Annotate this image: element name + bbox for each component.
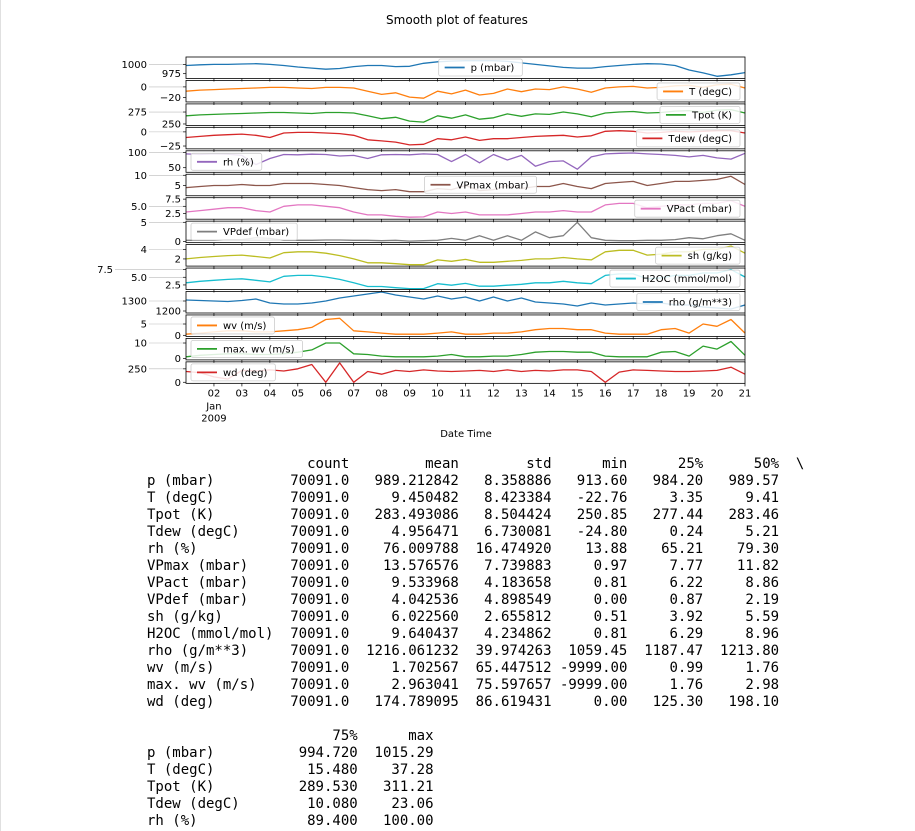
x-tick-label: 17 <box>626 388 640 400</box>
legend-label: max. wv (m/s) <box>223 344 295 356</box>
x-tick-label: 18 <box>654 388 668 400</box>
y-tick-label: 5.0 <box>131 272 147 284</box>
row-label: wd (deg) <box>147 694 215 710</box>
x-axis-label: Date Time <box>440 429 492 440</box>
table-cell: -24.80 <box>576 524 628 540</box>
legend <box>191 340 303 357</box>
table-row <box>147 626 804 643</box>
table-row <box>147 592 804 609</box>
x-tick-label: 15 <box>570 388 584 400</box>
table-cell: 70091.0 <box>290 660 350 676</box>
table-cell: 174.789095 <box>374 694 459 710</box>
table-cell: 1059.45 <box>568 643 628 659</box>
row-label: VPdef (mbar) <box>147 592 249 608</box>
row-label: Tdew (degC) <box>147 796 240 812</box>
table-cell: 75.597657 <box>475 677 552 693</box>
table-cell: 70091.0 <box>290 524 350 540</box>
table-cell: 989.57 <box>728 473 780 489</box>
x-tick-label: 12 <box>487 388 500 400</box>
legend <box>636 130 740 147</box>
row-label: p (mbar) <box>147 473 215 489</box>
x-tick-label: 03 <box>235 388 249 400</box>
table-cell: 289.530 <box>298 779 358 795</box>
y-tick-label: 2 <box>174 254 181 266</box>
table-row <box>147 796 434 813</box>
y-tick-label: 975 <box>161 69 181 81</box>
table-cell: 9.640437 <box>391 626 459 642</box>
subplot-3 <box>183 127 745 152</box>
y-tick-label: 1300 <box>121 296 147 308</box>
subplot-4 <box>183 151 745 176</box>
y-tick-label: 2.5 <box>165 280 181 292</box>
legend-label: wd (deg) <box>223 367 268 379</box>
table-cell: 86.619431 <box>475 694 552 710</box>
legend-label: H2OC (mmol/mol) <box>641 274 732 286</box>
x-tick-label: 20 <box>710 388 724 400</box>
table-cell: 1.76 <box>669 677 704 693</box>
table-cell: 2.19 <box>745 592 780 608</box>
table-row <box>147 745 434 762</box>
table-cell: 5.59 <box>745 609 780 625</box>
column-header: 50% <box>753 456 780 472</box>
y-tick-label: 1200 <box>155 306 181 318</box>
column-header: std <box>526 456 552 472</box>
legend <box>191 223 297 240</box>
table-cell: 2.655812 <box>484 609 552 625</box>
y-tick-label: 4 <box>140 244 147 256</box>
table-cell: 0.81 <box>593 626 628 642</box>
y-tick-label: 50 <box>168 163 181 175</box>
row-label: rho (g/m**3) <box>147 643 249 659</box>
table-cell: 125.30 <box>652 694 704 710</box>
table-header <box>147 456 804 473</box>
y-tick-label: 2.5 <box>165 208 181 220</box>
legend-label: sh (g/kg) <box>687 251 732 263</box>
table-cell: 9.533968 <box>391 575 459 591</box>
table-cell: 70091.0 <box>290 473 350 489</box>
table-cell: 0.99 <box>669 660 704 676</box>
table-row <box>147 473 804 490</box>
table-cell: 13.576576 <box>382 558 459 574</box>
table-cell: 1.702567 <box>391 660 459 676</box>
row-label: wv (m/s) <box>147 660 215 676</box>
figure-title: Smooth plot of features <box>386 13 528 27</box>
table-cell: 76.009788 <box>382 541 459 557</box>
table-row <box>147 660 804 677</box>
table-row <box>147 779 434 796</box>
table-cell: 39.974263 <box>475 643 552 659</box>
table-cell: 0.81 <box>593 575 628 591</box>
table-cell: 2.963041 <box>391 677 459 693</box>
legend <box>191 317 274 334</box>
x-tick-label: 09 <box>403 388 416 400</box>
table-cell: 0.51 <box>593 609 628 625</box>
subplot-13 <box>183 362 745 387</box>
column-header: max <box>408 728 434 744</box>
table-cell: 70091.0 <box>290 694 350 710</box>
table-cell: 10.080 <box>307 796 358 812</box>
table-cell: 70091.0 <box>290 541 350 557</box>
y-tick-label: 275 <box>127 107 147 119</box>
legend-label: rho (g/m**3) <box>668 297 732 309</box>
x-tick-label: 06 <box>319 388 333 400</box>
table-row <box>147 507 804 524</box>
subplot-11 <box>183 315 745 340</box>
legend <box>657 83 740 100</box>
table-row <box>147 694 804 711</box>
header-spacer <box>147 456 273 473</box>
legend <box>637 294 740 311</box>
table-cell: 1213.80 <box>720 643 780 659</box>
table-row <box>147 524 804 541</box>
legend <box>191 364 275 381</box>
table-cell: 8.423384 <box>484 490 552 506</box>
table-row <box>147 643 804 660</box>
row-label: sh (g/kg) <box>147 609 223 625</box>
legend-label: T (degC) <box>689 86 732 98</box>
x-tick-label: 19 <box>682 388 696 400</box>
y-tick-label: 0 <box>140 127 147 139</box>
table-cell: 70091.0 <box>290 507 350 523</box>
table-cell: 5.21 <box>745 524 780 540</box>
table-cell: 70091.0 <box>290 575 350 591</box>
legend <box>425 176 537 193</box>
subplot-12 <box>183 338 745 363</box>
table-cell: 8.358886 <box>484 473 552 489</box>
table-cell: 13.88 <box>585 541 628 557</box>
x-tick-sublabel: 2009 <box>201 413 227 425</box>
table-cell: 9.41 <box>745 490 780 506</box>
x-tick-label: 04 <box>263 388 277 400</box>
y-tick-label: 10 <box>134 170 147 182</box>
table-row <box>147 558 804 575</box>
table-cell: 984.20 <box>652 473 704 489</box>
legend-label: wv (m/s) <box>223 320 267 332</box>
row-label: T (degC) <box>147 490 215 506</box>
y-tick-label: −20 <box>159 93 181 105</box>
row-label: H2OC (mmol/mol) <box>147 626 274 642</box>
table-cell: 23.06 <box>391 796 434 812</box>
table-cell: 283.493086 <box>374 507 459 523</box>
table-cell: -9999.00 <box>559 677 628 693</box>
y-tick-label: 0 <box>174 330 181 342</box>
y-tick-label: 10 <box>134 338 147 350</box>
x-axis <box>201 388 751 424</box>
subplot-7 <box>183 221 745 246</box>
table-cell: 3.35 <box>669 490 704 506</box>
y-tick-label: 5 <box>174 181 181 193</box>
subplot-5 <box>183 174 745 199</box>
describe-table-part-1 <box>147 456 804 711</box>
legend-label: VPmax (mbar) <box>456 180 529 192</box>
table-cell: 3.92 <box>669 609 704 625</box>
row-label: VPmax (mbar) <box>147 558 249 574</box>
table-cell: 0.97 <box>593 558 628 574</box>
legend-label: rh (%) <box>223 157 254 169</box>
table-cell: 277.44 <box>652 507 704 523</box>
table-cell: 11.82 <box>736 558 780 574</box>
x-tick-label: 07 <box>347 388 361 400</box>
table-cell: 0.87 <box>669 592 704 608</box>
table-cell: -9999.00 <box>559 660 628 676</box>
subplot-1 <box>183 80 745 105</box>
x-tick-label: 14 <box>542 388 556 400</box>
table-cell: 65.447512 <box>475 660 552 676</box>
legend <box>191 153 262 170</box>
table-row <box>147 813 434 830</box>
legend <box>610 270 740 287</box>
x-tick-label: 08 <box>375 388 389 400</box>
table-cell: 70091.0 <box>290 643 350 659</box>
x-tick-label: 21 <box>738 388 752 400</box>
table-cell: 4.234862 <box>484 626 552 642</box>
table-cell: 70091.0 <box>290 592 350 608</box>
table-cell: 994.720 <box>298 745 358 761</box>
y-tick-label: 1000 <box>121 59 147 71</box>
table-cell: 283.46 <box>728 507 780 523</box>
y-tick-label: 5.0 <box>131 201 147 213</box>
y-tick-label: 0 <box>174 353 181 365</box>
table-cell: 100.00 <box>382 813 434 829</box>
row-label: p (mbar) <box>147 745 215 761</box>
table-header <box>147 728 434 745</box>
table-cell: 70091.0 <box>290 609 350 625</box>
y-tick-label: 250 <box>161 119 181 131</box>
table-cell: 70091.0 <box>290 490 350 506</box>
table-row <box>147 677 804 694</box>
column-header: 75% <box>332 728 358 744</box>
table-cell: 0.00 <box>593 694 628 710</box>
table-cell: 15.480 <box>307 762 358 778</box>
y-tick-label: 0 <box>174 377 181 389</box>
table-cell: 9.450482 <box>391 490 459 506</box>
y-tick-label: 5 <box>140 217 147 229</box>
x-tick-label: 13 <box>515 388 528 400</box>
x-tick-sublabel: Jan <box>206 401 222 413</box>
table-cell: 7.77 <box>669 558 704 574</box>
row-label: rh (%) <box>147 541 198 557</box>
table-cell: 37.28 <box>391 762 434 778</box>
subplot-9 <box>183 268 745 293</box>
legend-label: Tpot (K) <box>691 110 732 122</box>
table-cell: 1015.29 <box>374 745 434 761</box>
x-tick-label: 16 <box>598 388 612 400</box>
y-tick-label: 7.5 <box>165 194 181 206</box>
subplot-0 <box>183 57 745 82</box>
table-cell: 311.21 <box>382 779 434 795</box>
table-cell: 198.10 <box>728 694 780 710</box>
x-tick-label: 11 <box>459 388 472 400</box>
table-cell: 65.21 <box>661 541 704 557</box>
table-cell: 1216.061232 <box>366 643 459 659</box>
y-tick-label: 0 <box>174 236 181 248</box>
table-cell: 4.898549 <box>484 592 552 608</box>
row-label: Tpot (K) <box>147 779 215 795</box>
table-cell: 70091.0 <box>290 626 350 642</box>
table-cell: 0.00 <box>593 592 628 608</box>
column-header: count <box>307 456 350 472</box>
y-tick-label: −25 <box>159 141 181 153</box>
y-tick-label: 5 <box>140 319 147 331</box>
legend-label: VPdef (mbar) <box>223 227 290 239</box>
table-cell: 989.212842 <box>374 473 459 489</box>
legend-label: p (mbar) <box>470 63 515 74</box>
table-row <box>147 490 804 507</box>
table-cell: 4.956471 <box>391 524 459 540</box>
column-header: 25% <box>677 456 704 472</box>
table-cell: 6.730081 <box>484 524 552 540</box>
legend <box>660 106 740 123</box>
continuation-marker: \ <box>795 456 805 472</box>
row-label: Tdew (degC) <box>147 524 240 540</box>
header-spacer <box>147 728 273 745</box>
x-tick-label: 02 <box>207 388 221 400</box>
smooth-features-figure <box>1 0 915 445</box>
table-cell: 4.042536 <box>391 592 459 608</box>
table-cell: 2.98 <box>745 677 780 693</box>
legend <box>635 200 740 217</box>
legend <box>656 247 740 264</box>
y-tick-label: 250 <box>127 364 147 376</box>
row-label: T (degC) <box>147 762 215 778</box>
table-cell: 16.474920 <box>475 541 552 557</box>
row-label: VPact (mbar) <box>147 575 249 591</box>
x-tick-label: 05 <box>291 388 305 400</box>
y-tick-label: 0 <box>140 82 147 94</box>
table-cell: 1187.47 <box>644 643 704 659</box>
table-cell: 8.86 <box>745 575 780 591</box>
table-cell: 70091.0 <box>290 558 350 574</box>
y-tick-label: 100 <box>127 147 147 159</box>
subplot-10 <box>183 292 745 317</box>
row-label: Tpot (K) <box>147 507 215 523</box>
table-cell: 1.76 <box>745 660 780 676</box>
table-cell: 8.504424 <box>484 507 552 523</box>
table-cell: 6.022560 <box>391 609 459 625</box>
subplots <box>183 57 745 386</box>
subplot-6 <box>183 198 745 223</box>
table-cell: 79.30 <box>736 541 780 557</box>
row-label: rh (%) <box>147 813 198 829</box>
describe-table-part-2 <box>147 728 434 830</box>
table-cell: 8.96 <box>745 626 780 642</box>
column-header: mean <box>425 456 459 472</box>
row-label: max. wv (m/s) <box>147 677 257 693</box>
table-cell: 913.60 <box>576 473 628 489</box>
table-row <box>147 541 804 558</box>
table-cell: 6.22 <box>669 575 704 591</box>
table-cell: 7.739883 <box>484 558 552 574</box>
subplot-2 <box>183 104 745 128</box>
y-tick-labels <box>97 60 183 389</box>
table-row <box>147 575 804 592</box>
y-tick-label: 7.5 <box>97 265 113 277</box>
table-cell: -22.76 <box>576 490 628 506</box>
table-cell: 4.183658 <box>484 575 552 591</box>
table-cell: 250.85 <box>576 507 628 523</box>
table-row <box>147 609 804 626</box>
x-tick-label: 10 <box>431 388 444 400</box>
table-row <box>147 762 434 779</box>
legend-label: VPact (mbar) <box>666 204 732 216</box>
legend-label: Tdew (degC) <box>668 133 732 145</box>
table-cell: 70091.0 <box>290 677 350 693</box>
table-cell: 89.400 <box>307 813 358 829</box>
column-header: min <box>602 456 628 472</box>
table-cell: 0.24 <box>669 524 704 540</box>
table-cell: 6.29 <box>669 626 704 642</box>
subplot-8 <box>183 245 745 270</box>
legend <box>439 59 523 76</box>
series-line <box>186 153 745 169</box>
